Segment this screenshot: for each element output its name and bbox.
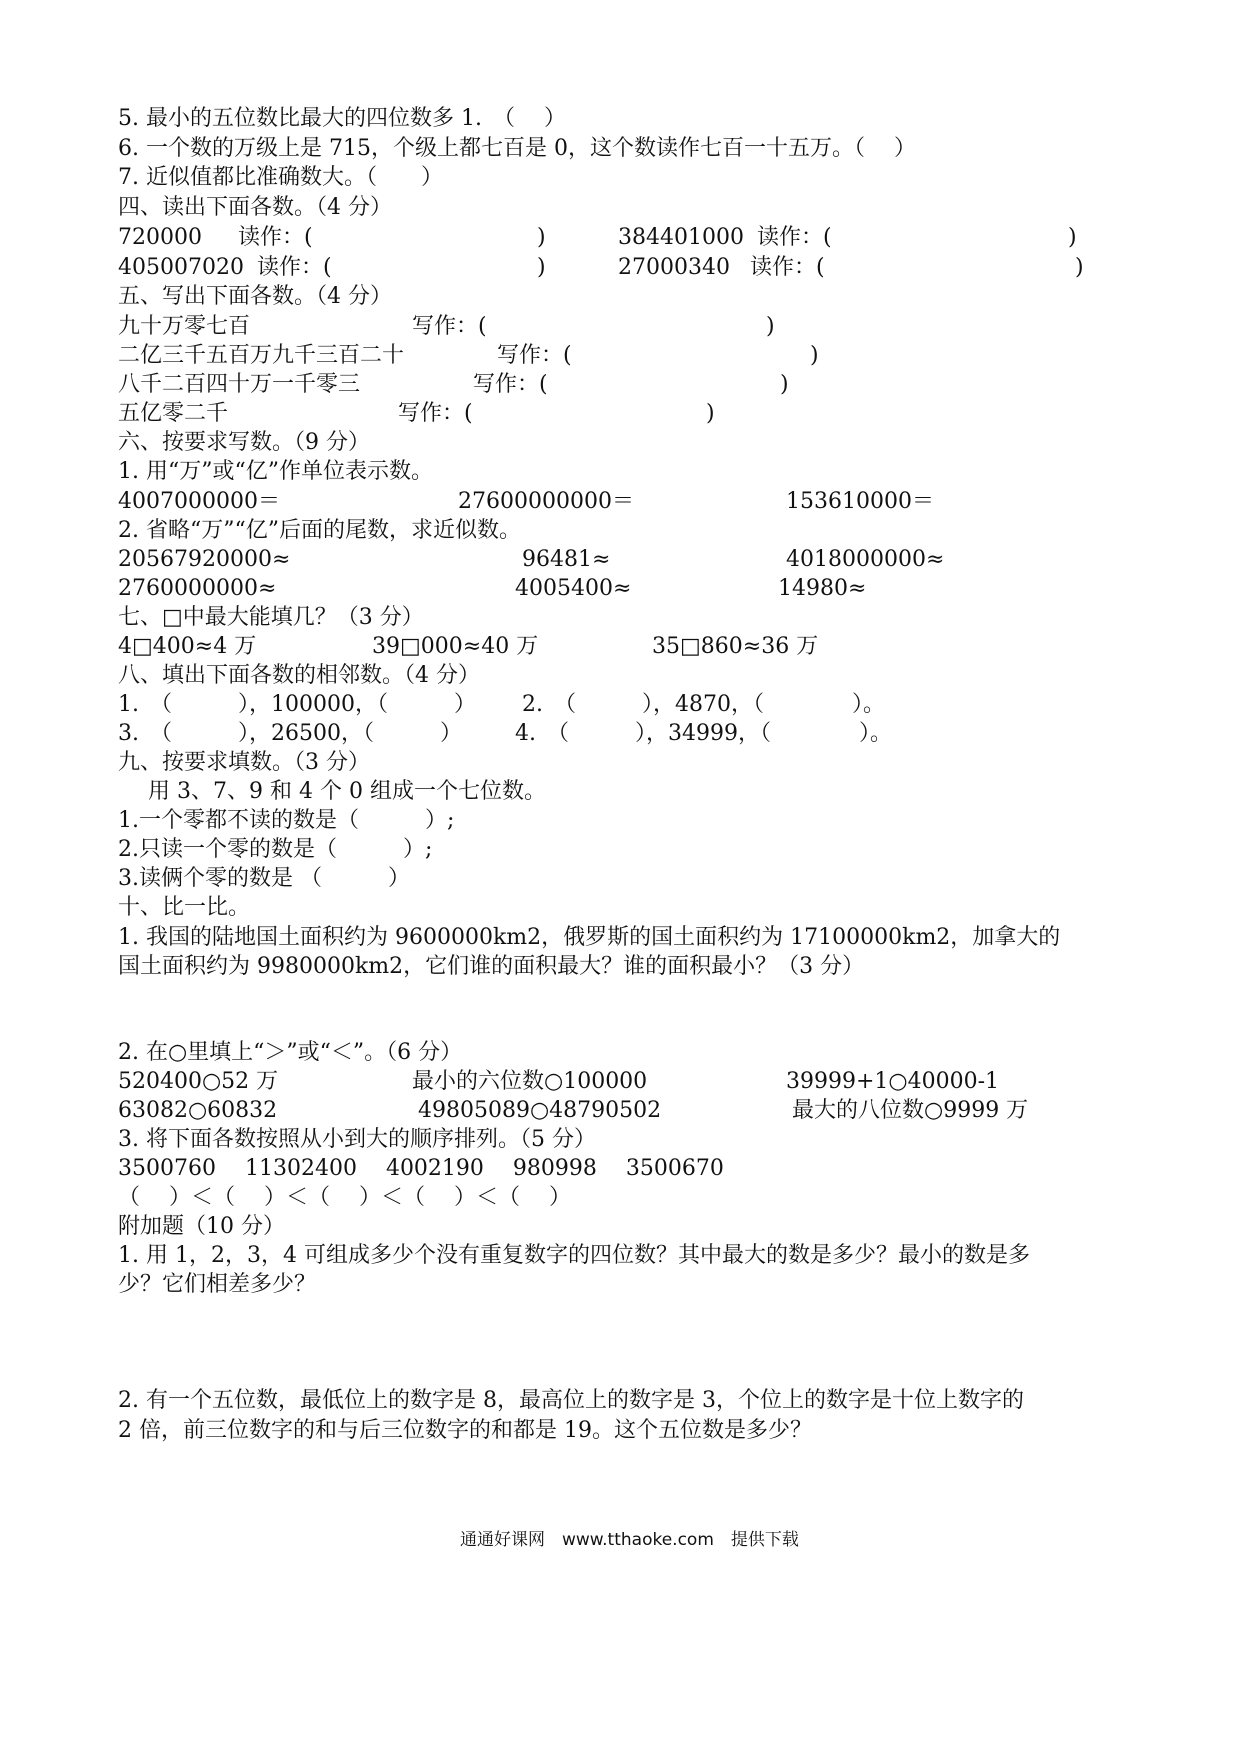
sec10-q3-blanks: （ ）＜（ ）＜（ ）＜（ ）＜（ ） <box>118 1185 571 1210</box>
sec4-title: 四、读出下面各数。（4 分） <box>118 195 392 220</box>
bonus-q2-line1: 2. 有一个五位数，最低位上的数字是 8，最高位上的数字是 3，个位上的数字是十位上数字的 <box>118 1388 1024 1413</box>
sec10-q2-r1-a: 520400○52 万 <box>118 1069 279 1094</box>
sec4-label-1: 读作：( <box>238 225 313 250</box>
sec4-label-3: 读作：( <box>257 255 332 280</box>
sec9-q2: 2.只读一个零的数是（ ）; <box>118 837 433 862</box>
sec9-q1: 1.一个零都不读的数是（ ）; <box>118 808 455 833</box>
sec6-r3-b: 4005400≈ <box>515 576 632 601</box>
sec4-num-1: 720000 <box>118 225 202 250</box>
sec6-r1-b: 27600000000＝ <box>458 489 634 514</box>
judge-q7: 7. 近似值都比准确数大。（ ） <box>118 165 443 190</box>
sec5-text-2: 二亿三千五百万九千三百二十 <box>118 343 405 368</box>
sec10-q3-title: 3. 将下面各数按照从小到大的顺序排列。（5 分） <box>118 1127 596 1152</box>
sec5-label-1: 写作：( <box>412 314 487 339</box>
sec5-label-3: 写作：( <box>473 372 548 397</box>
sec8-item-4: 4. （ ），34999，（ ）。 <box>515 721 892 746</box>
sec4-num-2: 384401000 <box>618 225 744 250</box>
sec10-q2-r2-a: 63082○60832 <box>118 1098 278 1123</box>
sec5-title: 五、写出下面各数。（4 分） <box>118 284 392 309</box>
sec8-item-3: 3. （ ），26500，（ ） <box>118 721 462 746</box>
sec5-text-3: 八千二百四十万一千零三 <box>118 372 361 397</box>
sec9-intro: 用 3、7、9 和 4 个 0 组成一个七位数。 <box>148 779 546 804</box>
sec5-close-4: ) <box>706 401 715 426</box>
sec10-q2-r2-b: 49805089○48790502 <box>418 1098 662 1123</box>
sec4-close-1: ) <box>537 225 546 250</box>
sec6-r2-c: 4018000000≈ <box>786 547 945 572</box>
sec10-title: 十、比一比。 <box>118 895 251 920</box>
sec5-close-2: ) <box>810 343 819 368</box>
sec6-r2-a: 20567920000≈ <box>118 547 291 572</box>
sec4-num-3: 405007020 <box>118 255 244 280</box>
sec4-close-2: ) <box>1068 225 1077 250</box>
sec7-item-2: 39□000≈40 万 <box>372 634 539 659</box>
sec5-label-4: 写作：( <box>398 401 473 426</box>
sec10-q3-numbers: 3500760 11302400 4002190 980998 3500670 <box>118 1156 724 1181</box>
bonus-title: 附加题（10 分） <box>118 1214 285 1239</box>
judge-q6: 6. 一个数的万级上是 715，个级上都七百是 0，这个数读作七百一十五万。（ ） <box>118 136 916 161</box>
sec5-text-4: 五亿零二千 <box>118 401 229 426</box>
sec4-close-3: ) <box>537 255 546 280</box>
sec5-close-1: ) <box>766 314 775 339</box>
sec10-q1-line1: 1. 我国的陆地国土面积约为 9600000km2，俄罗斯的国土面积约为 17100000km2，加拿大的 <box>118 925 1061 950</box>
sec10-q1-line2: 国土面积约为 9980000km2，它们谁的面积最大？谁的面积最小？（3 分） <box>118 954 865 979</box>
sec5-text-1: 九十万零七百 <box>118 314 251 339</box>
sec6-r1-c: 153610000＝ <box>786 489 934 514</box>
sec10-q2-r1-b: 最小的六位数○100000 <box>412 1069 648 1094</box>
sec6-r3-a: 2760000000≈ <box>118 576 277 601</box>
footer-source: 通通好课网 www.tthaoke.com 提供下载 <box>460 1530 799 1550</box>
bonus-q1-line2: 少？它们相差多少？ <box>118 1272 317 1297</box>
sec4-close-4: ) <box>1075 255 1084 280</box>
sec8-title: 八、填出下面各数的相邻数。（4 分） <box>118 663 480 688</box>
sec10-q2-r2-c: 最大的八位数○9999 万 <box>792 1098 1029 1123</box>
sec9-q3: 3.读俩个零的数是 （ ） <box>118 866 410 891</box>
sec4-label-2: 读作：( <box>757 225 832 250</box>
sec4-num-4: 27000340 <box>618 255 730 280</box>
bonus-q2-line2: 2 倍，前三位数字的和与后三位数字的和都是 19。这个五位数是多少？ <box>118 1418 812 1443</box>
sec5-close-3: ) <box>780 372 789 397</box>
sec7-item-3: 35□860≈36 万 <box>652 634 819 659</box>
sec8-item-1: 1. （ ），100000，（ ） <box>118 692 476 717</box>
sec4-label-4: 读作：( <box>750 255 825 280</box>
sec7-title: 七、□中最大能填几？（3 分） <box>118 605 424 630</box>
sec6-r2-b: 96481≈ <box>522 547 611 572</box>
sec6-title: 六、按要求写数。（9 分） <box>118 430 370 455</box>
sec10-q2-r1-c: 39999+1○40000-1 <box>786 1069 1000 1094</box>
sec9-title: 九、按要求填数。（3 分） <box>118 750 370 775</box>
sec6-r3-c: 14980≈ <box>778 576 867 601</box>
judge-q5: 5. 最小的五位数比最大的四位数多 1. （ ） <box>118 106 566 131</box>
sec6-sub2: 2. 省略“万”“亿”后面的尾数，求近似数。 <box>118 518 521 543</box>
sec10-q2-title: 2. 在○里填上“＞”或“＜”。（6 分） <box>118 1040 463 1065</box>
sec5-label-2: 写作：( <box>497 343 572 368</box>
sec6-sub1: 1. 用“万”或“亿”作单位表示数。 <box>118 459 433 484</box>
sec8-item-2: 2. （ ），4870，（ ）。 <box>522 692 885 717</box>
sec7-item-1: 4□400≈4 万 <box>118 634 257 659</box>
bonus-q1-line1: 1. 用 1，2，3，4 可组成多少个没有重复数字的四位数？其中最大的数是多少？最小的数是多 <box>118 1243 1030 1268</box>
sec6-r1-a: 4007000000＝ <box>118 489 280 514</box>
